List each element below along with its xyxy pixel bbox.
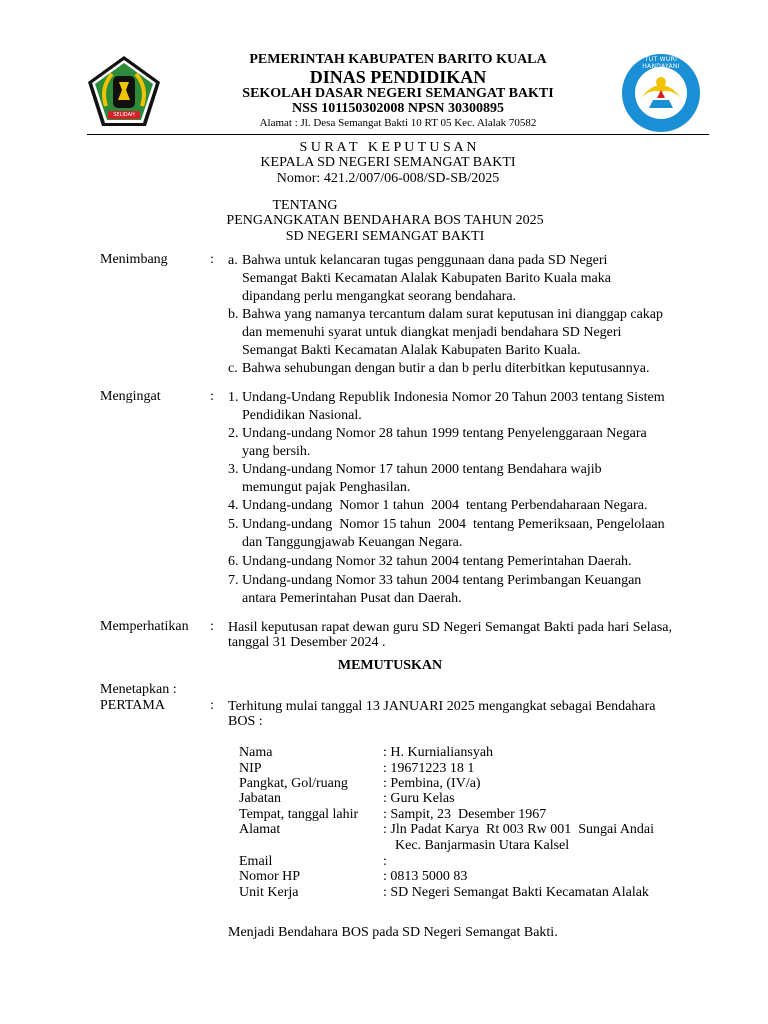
item-text: Undang-undang Nomor 17 tahun 2000 tentang Bendahara wajib xyxy=(242,462,602,477)
detail-value: : Sampit, 23 Desember 1967 xyxy=(383,807,547,822)
menimbang-item xyxy=(228,252,608,270)
mengingat-colon: : xyxy=(210,389,214,404)
detail-key: Jabatan xyxy=(239,791,281,806)
regency-logo xyxy=(86,54,162,130)
mengingat-item xyxy=(228,425,647,443)
detail-value: : Jln Padat Karya Rt 003 Rw 001 Sungai Andai xyxy=(383,822,655,837)
detail-value: Kec. Banjarmasin Utara Kalsel xyxy=(395,838,570,853)
gov-line: PEMERINTAH KABUPATEN BARITO KUALA xyxy=(249,52,547,67)
mengingat-item xyxy=(228,553,632,571)
detail-key: Tempat, tanggal lahir xyxy=(239,807,359,822)
item-text: dipandang perlu mengangkat seorang bendahara. xyxy=(242,289,517,304)
detail-value: : 0813 5000 83 xyxy=(383,869,468,884)
detail-value: : Pembina, (IV/a) xyxy=(383,776,481,791)
closing-text: Menjadi Bendahara BOS pada SD Negeri Semangat Bakti. xyxy=(228,925,558,940)
nss-npsn-line: NSS 101150302008 NPSN 30300895 xyxy=(292,101,504,116)
item-number: 3. xyxy=(228,462,239,477)
doc-type: S U R A T K E P U T U S A N xyxy=(299,140,477,155)
item-text: Bahwa sehubungan dengan butir a dan b perlu diterbitkan keputusannya. xyxy=(242,361,650,376)
item-number: c. xyxy=(228,361,238,376)
doc-issuer: KEPALA SD NEGERI SEMANGAT BAKTI xyxy=(260,155,516,170)
mengingat-label: Mengingat xyxy=(100,389,161,404)
menetapkan-label: Menetapkan : xyxy=(100,682,177,697)
detail-key: Nama xyxy=(239,745,273,760)
item-number: 5. xyxy=(228,517,239,532)
detail-key: Email xyxy=(239,854,273,869)
detail-value: : SD Negeri Semangat Bakti Kecamatan Alalak xyxy=(383,885,649,900)
doc-about: TENTANG xyxy=(272,198,338,213)
address-line: Alamat : Jl. Desa Semangat Bakti 10 RT 05 Kec. Alalak 70582 xyxy=(259,117,537,129)
memutuskan-heading: MEMUTUSKAN xyxy=(337,658,443,673)
detail-value: : Guru Kelas xyxy=(383,791,455,806)
menimbang-colon: : xyxy=(210,252,214,267)
school-line: SEKOLAH DASAR NEGERI SEMANGAT BAKTI xyxy=(242,86,554,101)
item-number: 2. xyxy=(228,426,239,441)
item-text: Semangat Bakti Kecamatan Alalak Kabupaten Barito Kuala maka xyxy=(242,271,611,286)
pertama-text: BOS : xyxy=(228,714,263,729)
item-text: memungut pajak Penghasilan. xyxy=(242,480,411,495)
memperhatikan-label: Memperhatikan xyxy=(100,619,189,634)
menimbang-label: Menimbang xyxy=(100,252,168,267)
item-text: Semangat Bakti Kecamatan Alalak Kabupaten Barito Kuala. xyxy=(242,343,581,358)
item-number: b. xyxy=(228,307,239,322)
menimbang-item xyxy=(228,306,664,324)
item-text: Undang-undang Nomor 33 tahun 2004 tentang Perimbangan Keuangan xyxy=(242,573,642,588)
item-text: yang bersih. xyxy=(242,444,311,459)
doc-subject-2: SD NEGERI SEMANGAT BAKTI xyxy=(285,229,485,244)
letterhead-divider xyxy=(87,134,709,135)
detail-key: Unit Kerja xyxy=(239,885,299,900)
mengingat-item xyxy=(228,572,642,590)
item-text: Undang-undang Nomor 1 tahun 2004 tentang Perbendaharaan Negara. xyxy=(242,498,648,513)
detail-key: Nomor HP xyxy=(239,869,301,884)
item-text: Bahwa yang namanya tercantum dalam surat keputusan ini dianggap cakap xyxy=(242,307,664,322)
pertama-text: Terhitung mulai tanggal 13 JANUARI 2025 mengangkat sebagai Bendahara xyxy=(228,699,656,714)
doc-number: Nomor: 421.2/007/06-008/SD-SB/2025 xyxy=(276,171,500,186)
tut-wuri-logo-text: TUT WURI HANDAYANI xyxy=(642,56,680,70)
memperhatikan-colon: : xyxy=(210,619,214,634)
detail-value: : 19671223 18 1 xyxy=(383,761,475,776)
item-text: dan Tanggungjawab Keuangan Negara. xyxy=(242,535,463,550)
item-number: 4. xyxy=(228,498,239,513)
menimbang-item xyxy=(228,360,650,378)
memperhatikan-text: tanggal 31 Desember 2024 . xyxy=(228,635,386,650)
doc-subject-1: PENGANGKATAN BENDAHARA BOS TAHUN 2025 xyxy=(226,213,544,228)
pertama-label: PERTAMA xyxy=(100,698,165,713)
detail-key: NIP xyxy=(239,761,262,776)
item-text: Pendidikan Nasional. xyxy=(242,408,362,423)
item-text: Bahwa untuk kelancaran tugas penggunaan dana pada SD Negeri xyxy=(242,253,608,268)
regency-logo-text: SELIDAH xyxy=(113,112,135,118)
detail-value: : H. Kurnialiansyah xyxy=(383,745,494,760)
mengingat-item xyxy=(228,389,665,407)
item-number: 1. xyxy=(228,390,239,405)
item-text: Undang-undang Nomor 15 tahun 2004 tentang Pemeriksaan, Pengelolaan xyxy=(242,517,665,532)
item-text: antara Pemerintahan Pusat dan Daerah. xyxy=(242,591,462,606)
detail-key: Alamat xyxy=(239,822,281,837)
pertama-colon: : xyxy=(210,698,214,713)
mengingat-item xyxy=(228,497,648,515)
detail-key: Pangkat, Gol/ruang xyxy=(239,776,348,791)
tut-wuri-logo xyxy=(619,52,703,134)
item-number: a. xyxy=(228,253,238,268)
office-line: DINAS PENDIDIKAN xyxy=(309,67,487,87)
detail-value: : xyxy=(383,854,387,869)
item-text: Undang-Undang Republik Indonesia Nomor 20 Tahun 2003 tentang Sistem xyxy=(242,390,665,405)
item-number: 6. xyxy=(228,554,239,569)
item-number: 7. xyxy=(228,573,239,588)
item-text: dan memenuhi syarat untuk diangkat menjadi bendahara SD Negeri xyxy=(242,325,622,340)
memperhatikan-text: Hasil keputusan rapat dewan guru SD Negeri Semangat Bakti pada hari Selasa, xyxy=(228,620,672,635)
item-text: Undang-undang Nomor 32 tahun 2004 tentang Pemerintahan Daerah. xyxy=(242,554,632,569)
item-text: Undang-undang Nomor 28 tahun 1999 tentang Penyelenggaraan Negara xyxy=(242,426,647,441)
mengingat-item xyxy=(228,461,602,479)
mengingat-item xyxy=(228,516,665,534)
